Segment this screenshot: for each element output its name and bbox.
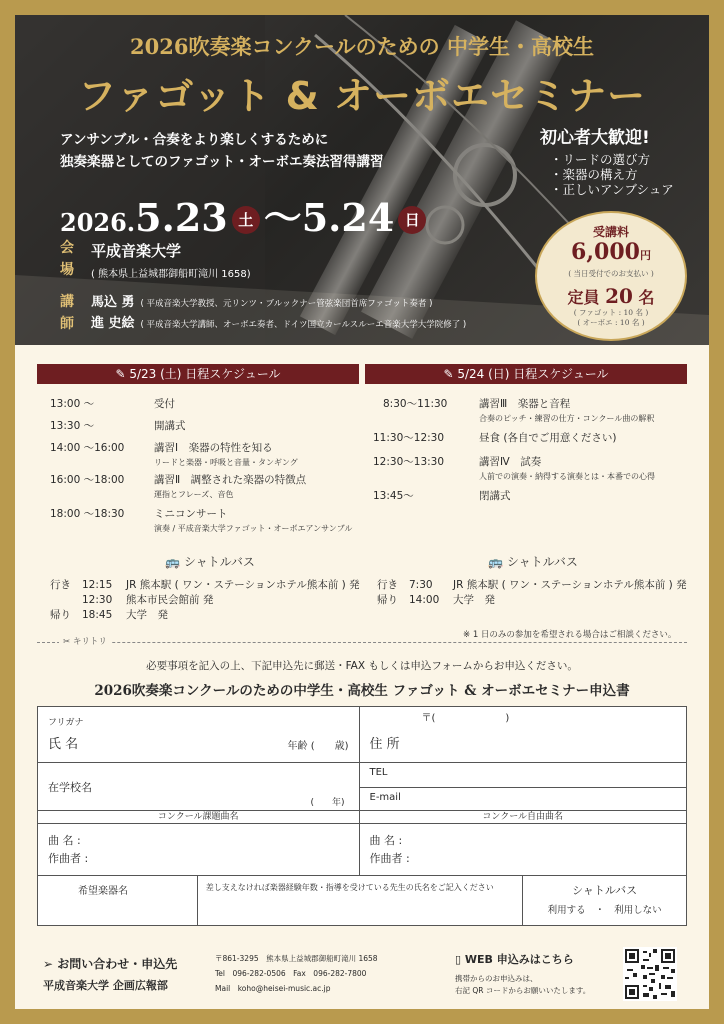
bus-row <box>377 577 687 592</box>
bus-icon: 🚌 <box>165 555 184 569</box>
day1-schedule <box>50 397 360 547</box>
date-end: 5.24 <box>301 195 395 240</box>
schedule-event: 講習Ⅲ 楽器と音程 <box>479 398 571 410</box>
shuttle-options <box>523 902 686 916</box>
day1-header-label: 5/23 (土) 日程スケジュール <box>129 367 281 381</box>
address-label: 住 所 <box>369 737 400 752</box>
form-title: 2026吹奏楽コンクールのための中学生・高校生 ファゴット & オーボエセミナー申込書 <box>94 683 630 699</box>
shuttle-no-use-option[interactable]: 利用しない <box>614 905 662 916</box>
email-label: E-mail <box>369 792 401 803</box>
phone-icon: ▯ <box>455 953 465 966</box>
points-list <box>550 152 674 197</box>
bus-time: 7:30 <box>409 579 433 591</box>
bus-place: 大学 発 <box>453 594 495 606</box>
cut-line <box>37 642 687 643</box>
point-item: ・楽器の構え方 <box>550 167 638 182</box>
teacher-item <box>91 314 466 335</box>
venue <box>91 240 251 280</box>
schedule-event: 開講式 <box>154 420 186 432</box>
fee-amount: 6,000 <box>571 239 640 265</box>
day2-schedule <box>373 397 683 547</box>
bus-place: 熊本市民会館前 発 <box>126 594 214 606</box>
school-label: 在学校名 <box>48 781 92 794</box>
pen-icon: ✎ <box>443 367 458 381</box>
weekday-badge: 土 <box>232 206 260 234</box>
bus-time: 12:30 <box>82 594 113 606</box>
capacity-breakdown-1: ( ファゴット : 10 名 ) <box>573 308 649 317</box>
composer-label: 作曲者 : <box>48 852 89 865</box>
web-text <box>455 973 590 997</box>
beginners-welcome: 初心者大歓迎! <box>540 128 650 148</box>
qr-code-icon[interactable] <box>623 947 677 1001</box>
name-cell[interactable] <box>38 707 360 763</box>
date-year: 2026. <box>60 208 136 237</box>
bus-row <box>50 592 213 607</box>
shuttle-bus-title-1 <box>110 553 310 570</box>
fee-unit: 円 <box>639 249 651 262</box>
composer-label: 作曲者 : <box>369 852 410 865</box>
bus-row <box>50 577 360 592</box>
event-date <box>60 187 430 242</box>
one-day-note: ※ 1 日のみの参加を希望される場合はご相談ください。 <box>463 630 677 640</box>
application-instruction: 必要事項を記入の上、下記申込先に郵送・FAX もしくは申込フォームからお申込ください。 <box>146 660 578 672</box>
bus-dir: 行き <box>50 579 71 591</box>
day2-header <box>365 364 687 384</box>
instrument-cell[interactable] <box>38 876 198 926</box>
date-start: 5.23 <box>135 195 228 240</box>
schedule-time: 14:00 〜16:00 <box>50 442 125 454</box>
bus-row <box>50 607 168 622</box>
instrument-label: 希望楽器名 <box>78 886 128 897</box>
bus-title-label: シャトルバス <box>506 555 578 569</box>
shuttle-bus-title-2 <box>433 553 633 570</box>
capacity-label: 定員 <box>567 288 600 307</box>
experience-cell[interactable] <box>197 876 522 926</box>
contact-title-text: お問い合わせ・申込先 <box>57 957 178 971</box>
scissors-icon: ✂ <box>63 637 73 647</box>
title-line-1: 2026吹奏楽コンクールのための 中学生・高校生 <box>130 34 594 59</box>
bus-icon: 🚌 <box>488 555 507 569</box>
required-piece-cell[interactable] <box>38 824 360 876</box>
schedule-desc: リードと楽器・呼吸と音量・タンギング <box>154 458 298 467</box>
fee-note: ( 当日受付でのお支払い ) <box>568 269 654 278</box>
schedule-desc: 演奏 / 平成音楽大学ファゴット・オーボエアンサンブル <box>154 524 353 533</box>
pen-icon: ✎ <box>115 367 130 381</box>
experience-label: 差し支えなければ楽器経験年数・指導を受けている先生の氏名をご記入ください <box>205 883 494 892</box>
schedule-desc: 人前での演奏・納得する演奏とは・本番での心得 <box>479 472 655 481</box>
flyer-page <box>15 15 709 1009</box>
schedule-event: 閉講式 <box>479 490 511 502</box>
schedule-desc: 運指とフレーズ、音色 <box>154 490 234 499</box>
web-text-2: 右記 QR コードからお願いいたします。 <box>455 986 591 995</box>
fee-label: 受講料 <box>592 225 629 239</box>
venue-name: 平成音楽大学 <box>91 242 182 260</box>
contact-org: 平成音楽大学 企画広報部 <box>43 979 168 992</box>
venue-label: 会場 <box>60 240 74 278</box>
schedule-time: 8:30〜11:30 <box>383 398 448 410</box>
bus-place: JR 熊本駅 ( ワン・ステーションホテル熊本前 ) 発 <box>126 579 360 591</box>
schedule-event: 受付 <box>154 398 175 410</box>
point-item: ・正しいアンブシュア <box>550 182 674 197</box>
bus-dir: 行き <box>377 579 398 591</box>
subtitle-line-2: 独奏楽器としてのファゴット・オーボエ奏法習得講習 <box>60 154 384 170</box>
schedule-desc: 合奏のピッチ・練習の仕方・コンクール曲の解釈 <box>479 414 655 423</box>
contact-details <box>215 951 378 996</box>
teacher-label: 講師 <box>60 294 74 332</box>
free-piece-cell[interactable] <box>359 824 687 876</box>
day1-header <box>37 364 359 384</box>
schedule-event: 講習Ⅰ 楽器の特性を知る <box>154 442 273 454</box>
teacher-desc: ( 平成音楽大学講師、オーボエ奏者、ドイツ国立カールスルーエ音楽大学大学院修了 ) <box>140 320 467 330</box>
schedule-event: 講習Ⅳ 試奏 <box>479 456 542 468</box>
schedule-time: 13:30 〜 <box>50 420 95 432</box>
teacher-list <box>91 293 466 335</box>
contact-tel-fax: Tel 096-282-0506 Fax 096-282-7800 <box>215 969 367 978</box>
postal-label: 〒( ) <box>421 713 510 724</box>
schedule-time: 13:00 〜 <box>50 398 95 410</box>
schedule-event: 講習Ⅱ 調整された楽器の特徴点 <box>154 474 307 486</box>
bus-time: 12:15 <box>82 579 113 591</box>
contact-mail[interactable]: Mail koho@heisei-music.ac.jp <box>215 984 331 993</box>
shuttle-use-option[interactable]: 利用する <box>547 905 586 916</box>
point-item: ・リードの選び方 <box>550 152 651 167</box>
paper-plane-icon: ➢ <box>43 957 58 971</box>
cut-label <box>59 635 111 647</box>
fee-badge <box>535 211 687 341</box>
age-label: 年齢 ( 歳) <box>287 741 349 752</box>
school-cell[interactable] <box>38 763 360 811</box>
venue-address: ( 熊本県上益城郡御船町滝川 1658) <box>91 269 251 280</box>
subtitle-line-1: アンサンブル・合奏をより楽しくするために <box>60 132 329 148</box>
teacher-name: 進 史絵 <box>91 316 135 331</box>
web-title <box>455 951 574 967</box>
contact-address: 〒861-3295 熊本県上益城郡御船町滝川 1658 <box>215 954 378 963</box>
option-separator: ・ <box>595 905 605 916</box>
title-line-2: ファゴット & オーボエセミナー <box>77 74 647 118</box>
grade-label: ( 年) <box>310 798 345 808</box>
piece-label: 曲 名 : <box>48 834 81 847</box>
bus-time: 18:45 <box>82 609 113 621</box>
capacity-value: 20 <box>605 284 633 308</box>
cut-text: キリトリ <box>72 637 107 647</box>
contact-title <box>43 955 177 972</box>
footer <box>15 943 709 1009</box>
free-piece-header: コンクール自由曲名 <box>359 811 687 824</box>
teacher-item <box>91 293 466 314</box>
schedule-time: 12:30〜13:30 <box>373 456 445 468</box>
schedule-time: 11:30〜12:30 <box>373 432 445 444</box>
schedule-time: 18:00 〜18:30 <box>50 508 125 520</box>
teacher-name: 馬込 勇 <box>91 295 135 310</box>
date-separator: 〜 <box>263 195 302 240</box>
bus-place: 大学 発 <box>126 609 168 621</box>
bus-title-label: シャトルバス <box>183 555 255 569</box>
capacity-breakdown-2: ( オーボエ : 10 名 ) <box>577 318 645 327</box>
bus-dir: 帰り <box>377 594 398 606</box>
teacher-desc: ( 平成音楽大学教授、元リンツ・ブルックナー管弦楽団首席ファゴット奏者 ) <box>140 299 433 309</box>
bus-row <box>377 592 495 607</box>
subtitle <box>60 129 383 173</box>
schedule-time: 16:00 〜18:00 <box>50 474 125 486</box>
capacity-unit: 名 <box>638 288 655 307</box>
day2-header-label: 5/24 (日) 日程スケジュール <box>457 367 609 381</box>
piece-label: 曲 名 : <box>369 834 403 847</box>
web-title-text: WEB 申込みはこちら <box>464 953 574 966</box>
name-label: 氏 名 <box>48 737 79 752</box>
required-piece-header: コンクール課題曲名 <box>38 811 360 824</box>
application-form <box>37 706 687 926</box>
bus-place: JR 熊本駅 ( ワン・ステーションホテル熊本前 ) 発 <box>453 579 687 591</box>
tel-label: TEL <box>369 767 388 778</box>
bus-dir: 帰り <box>50 609 71 621</box>
web-text-1: 携帯からのお申込みは、 <box>455 974 538 983</box>
schedule-event: ミニコンサート <box>154 508 228 520</box>
shuttle-cell[interactable] <box>523 876 687 926</box>
shuttle-label: シャトルバス <box>572 884 638 897</box>
bus-time: 14:00 <box>409 594 440 606</box>
schedule-time: 13:45〜 <box>373 490 414 502</box>
weekday-badge: 日 <box>398 206 426 234</box>
address-cell[interactable] <box>359 707 687 811</box>
furigana-label: フリガナ <box>48 718 84 728</box>
schedule-event: 昼食 (各自でご用意ください) <box>479 432 617 444</box>
